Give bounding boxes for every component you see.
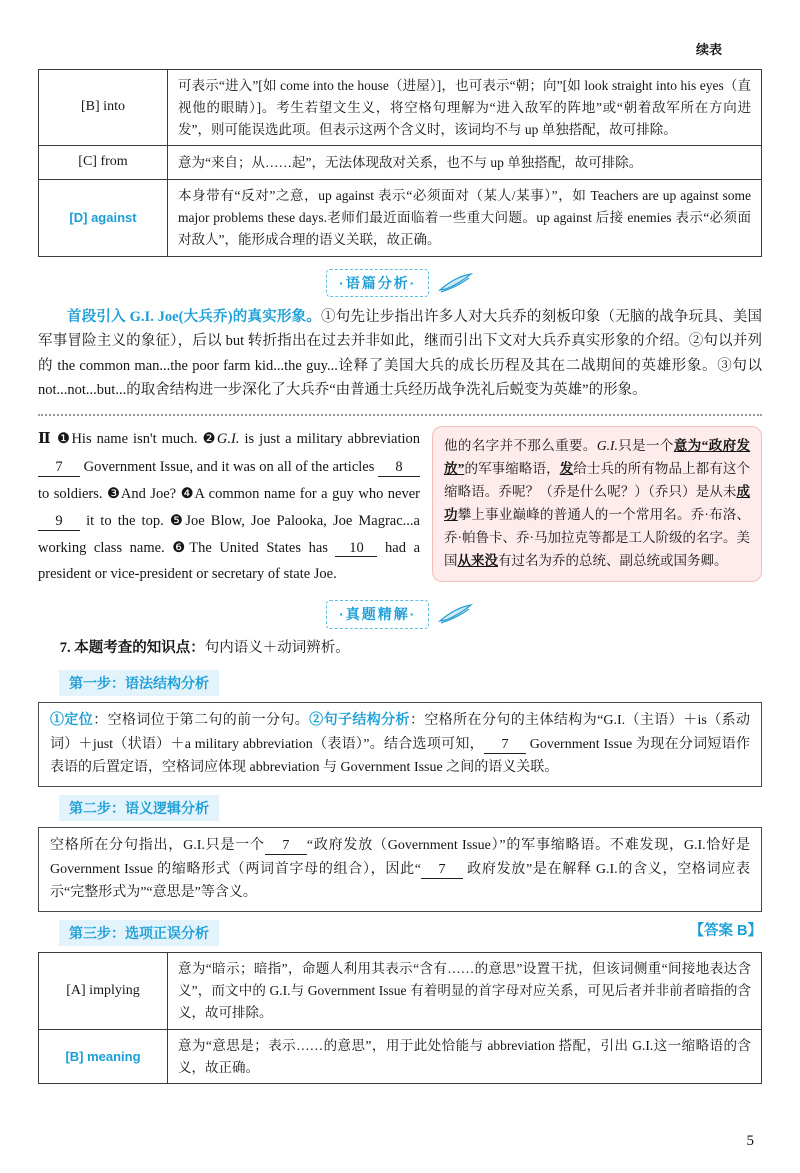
segment-text: 他的名字并不那么重要。 <box>444 438 597 454</box>
option-explanation: 意为“意思是；表示……的意思”，用于此处恰能与 abbreviation 搭配，引出 G.I.这一缩略语的含义，故正确。 <box>168 1029 762 1084</box>
option-label: [A] implying <box>39 953 168 1030</box>
dotted-divider <box>38 414 762 416</box>
continued-table-label: 续表 <box>695 42 722 57</box>
segment-marker: ❸ <box>107 486 121 503</box>
option-explanation: 意为“来自；从……起”，无法体现敌对关系，也不与 up 单独搭配，故可排除。 <box>168 146 762 180</box>
segment-blank: 7 <box>265 838 307 855</box>
passage-translation <box>432 426 762 582</box>
segment-text: The United States has <box>189 539 336 556</box>
pen-icon <box>438 273 474 293</box>
passage-section <box>38 426 762 588</box>
step-1-label: 第一步：语法结构分析 <box>59 670 219 696</box>
segment-text: to soldiers. <box>38 486 107 503</box>
question-line <box>38 637 762 660</box>
page-number: 5 <box>746 1133 754 1149</box>
segment-marker: ❹ <box>180 486 195 503</box>
exam-badge-text: ·真题精解· <box>326 600 429 628</box>
option-row <box>39 1029 762 1084</box>
step-3-row <box>38 912 762 952</box>
segment-marker: ❶ <box>57 431 72 448</box>
answer-badge: 【答案 B】 <box>689 923 762 940</box>
segment-text: Government Issue, and it was on all of the articles <box>80 459 378 476</box>
segment-blank: 7 <box>484 737 526 754</box>
segment-text: Government Issue 为现在分词短语作表语的后置定语，空格词应体现 abbreviation 与 Government Issue 之间的语义关联。 <box>50 736 750 776</box>
segment-text: 给士兵的所有物品上都有这个缩略语。乔呢？（乔是什么呢？）（乔只）是从未 <box>444 461 751 500</box>
segment-marker: ❻ <box>172 539 190 556</box>
segment-text: ：空格所在分句的主体结构为“G.I.（主语）＋is（系动词）＋just（状语）＋a military abbreviation（表语）”。结合选项可知， <box>50 713 751 752</box>
segment-key: ②句子结构分析 <box>309 713 410 729</box>
pen-icon <box>438 604 474 624</box>
segment-text: 空格所在分句指出，G.I.只是一个 <box>50 838 265 854</box>
segment-text: 攀上事业巅峰的普通人的一个常用名。乔·布洛、乔·帕鲁卡、乔·马加拉克等都是工人阶级的名字。美国 <box>444 507 751 569</box>
option-explanation: 可表示“进入”[如 come into the house（进屋）]，也可表示“朝；向”[如 look straight into his eyes（直视他的眼睛）]。考生若望文生义，将空格句理解为“进入敌军的阵地”或“朝着敌军所在方向进发”，则可能误选此项。但表示这两个含义时，该词均不与 up 单独搭配，故可排除。 <box>168 69 762 146</box>
segment-text: is just a military abbreviation <box>239 431 421 448</box>
segment-text: 的军事缩略语， <box>464 461 560 477</box>
segment-text: His name isn't much. <box>71 431 203 448</box>
options-table-top-body <box>39 69 762 256</box>
option-explanation: 本身带有“反对”之意，up against 表示“必须面对（某人/某事）”，如 Teachers are up against some major problems these days.老师们最近面临着一些重大问题。up against 后接 enemies 表示“必须面对敌人”，能形成合理的语义关联，故正确。 <box>168 180 762 257</box>
question-text: 句内语义＋动词辨析。 <box>204 639 350 656</box>
segment-bu: 从来没 <box>457 553 498 569</box>
segment-text: it to the top. <box>80 512 170 529</box>
option-row <box>39 146 762 180</box>
option-row <box>39 953 762 1030</box>
option-row <box>39 69 762 146</box>
segment-text: “政府发放（Government Issue）”的军事缩略语。不难发现，G.I.恰好是 Government Issue 的缩略形式（两词首字母的组合），因此“ <box>50 838 751 877</box>
segment-bu: 发 <box>559 461 574 477</box>
segment-text: 只是一个 <box>617 438 674 454</box>
step-2-label: 第二步：语义逻辑分析 <box>59 795 219 821</box>
segment-i: G.I. <box>596 438 618 454</box>
segment-bu: 成功 <box>444 484 750 523</box>
real-exam-badge <box>38 600 762 628</box>
segment-text: A common name for a guy who never <box>194 486 421 503</box>
segment-blank: 9 <box>38 513 80 531</box>
segment-i: G.I. <box>216 431 240 448</box>
step-2-analysis-box <box>38 827 762 912</box>
segment-key: ①定位 <box>50 713 94 729</box>
discourse-badge-text: ·语篇分析· <box>326 269 429 297</box>
step-1-analysis-box <box>38 702 762 787</box>
discourse-analysis-badge <box>38 269 762 297</box>
segment-text: 有过名为乔的总统、副总统或国务卿。 <box>498 553 728 569</box>
option-label: [B] meaning <box>39 1029 168 1084</box>
options-table-bottom <box>38 952 762 1084</box>
discourse-paragraph <box>38 305 762 402</box>
option-label: [C] from <box>39 146 168 180</box>
passage-english <box>38 426 420 588</box>
segment-blank: 8 <box>378 459 420 477</box>
segment-bu: 意为“政府发放” <box>444 438 751 477</box>
option-explanation: 意为“暗示；暗指”，命题人利用其表示“含有……的意思”设置干扰，但该词侧重“间接地表达含义”，而文中的 G.I.与 Government Issue 有着明显的首字母对应关系，可见后者并非前者暗指的含义，故可排除。 <box>168 953 762 1030</box>
segment-text: had a president or vice-president or secretary of state Joe. <box>38 539 420 583</box>
question-number: 7. 本题考查的知识点： <box>59 639 205 656</box>
paragraph-lead: 首段引入 G.I. Joe(大兵乔)的真实形象。 <box>67 309 322 326</box>
option-label: [D] against <box>39 180 168 257</box>
segment-marker: ❺ <box>169 512 186 529</box>
segment-blank: 10 <box>335 540 377 558</box>
option-label: [B] into <box>39 69 168 146</box>
segment-blank: 7 <box>421 862 463 879</box>
options-table-bottom-body <box>39 953 762 1084</box>
paragraph-body: ①句先让步指出许多人对大兵乔的刻板印象（无脑的战争玩具、美国军事冒险主义的象征），后以 but 转折指出在过去并非如此，继而引出下文对大兵乔真实形象的介绍。②句以并列的 the common man...the poor farm kid...the guy...诠释了美国大兵的成长历程及其在二战期间的英雄形象。③句以 not...not...but...的取舍结构进一步深化了大兵乔“由普通士兵经历战争洗礼后蜕变为英雄”的形象。 <box>38 309 763 399</box>
segment-marker: ❷ <box>202 431 217 448</box>
segment-text: Joe Blow, Joe Palooka, Joe Magrac...a working class name. <box>38 512 420 556</box>
options-table-top <box>38 69 762 257</box>
step-3-label: 第三步：选项正误分析 <box>59 920 219 946</box>
segment-text: And Joe? <box>120 486 181 503</box>
segment-text: ：空格词位于第二句的前一分句。 <box>93 713 310 729</box>
segment-text: 政府发放”是在解释 G.I.的含义，空格词应表示“完整形式为”“意思是”等含义。 <box>50 861 750 901</box>
segment-pmark: Ⅱ <box>38 431 53 448</box>
segment-blank: 7 <box>38 459 80 477</box>
option-row <box>39 180 762 257</box>
